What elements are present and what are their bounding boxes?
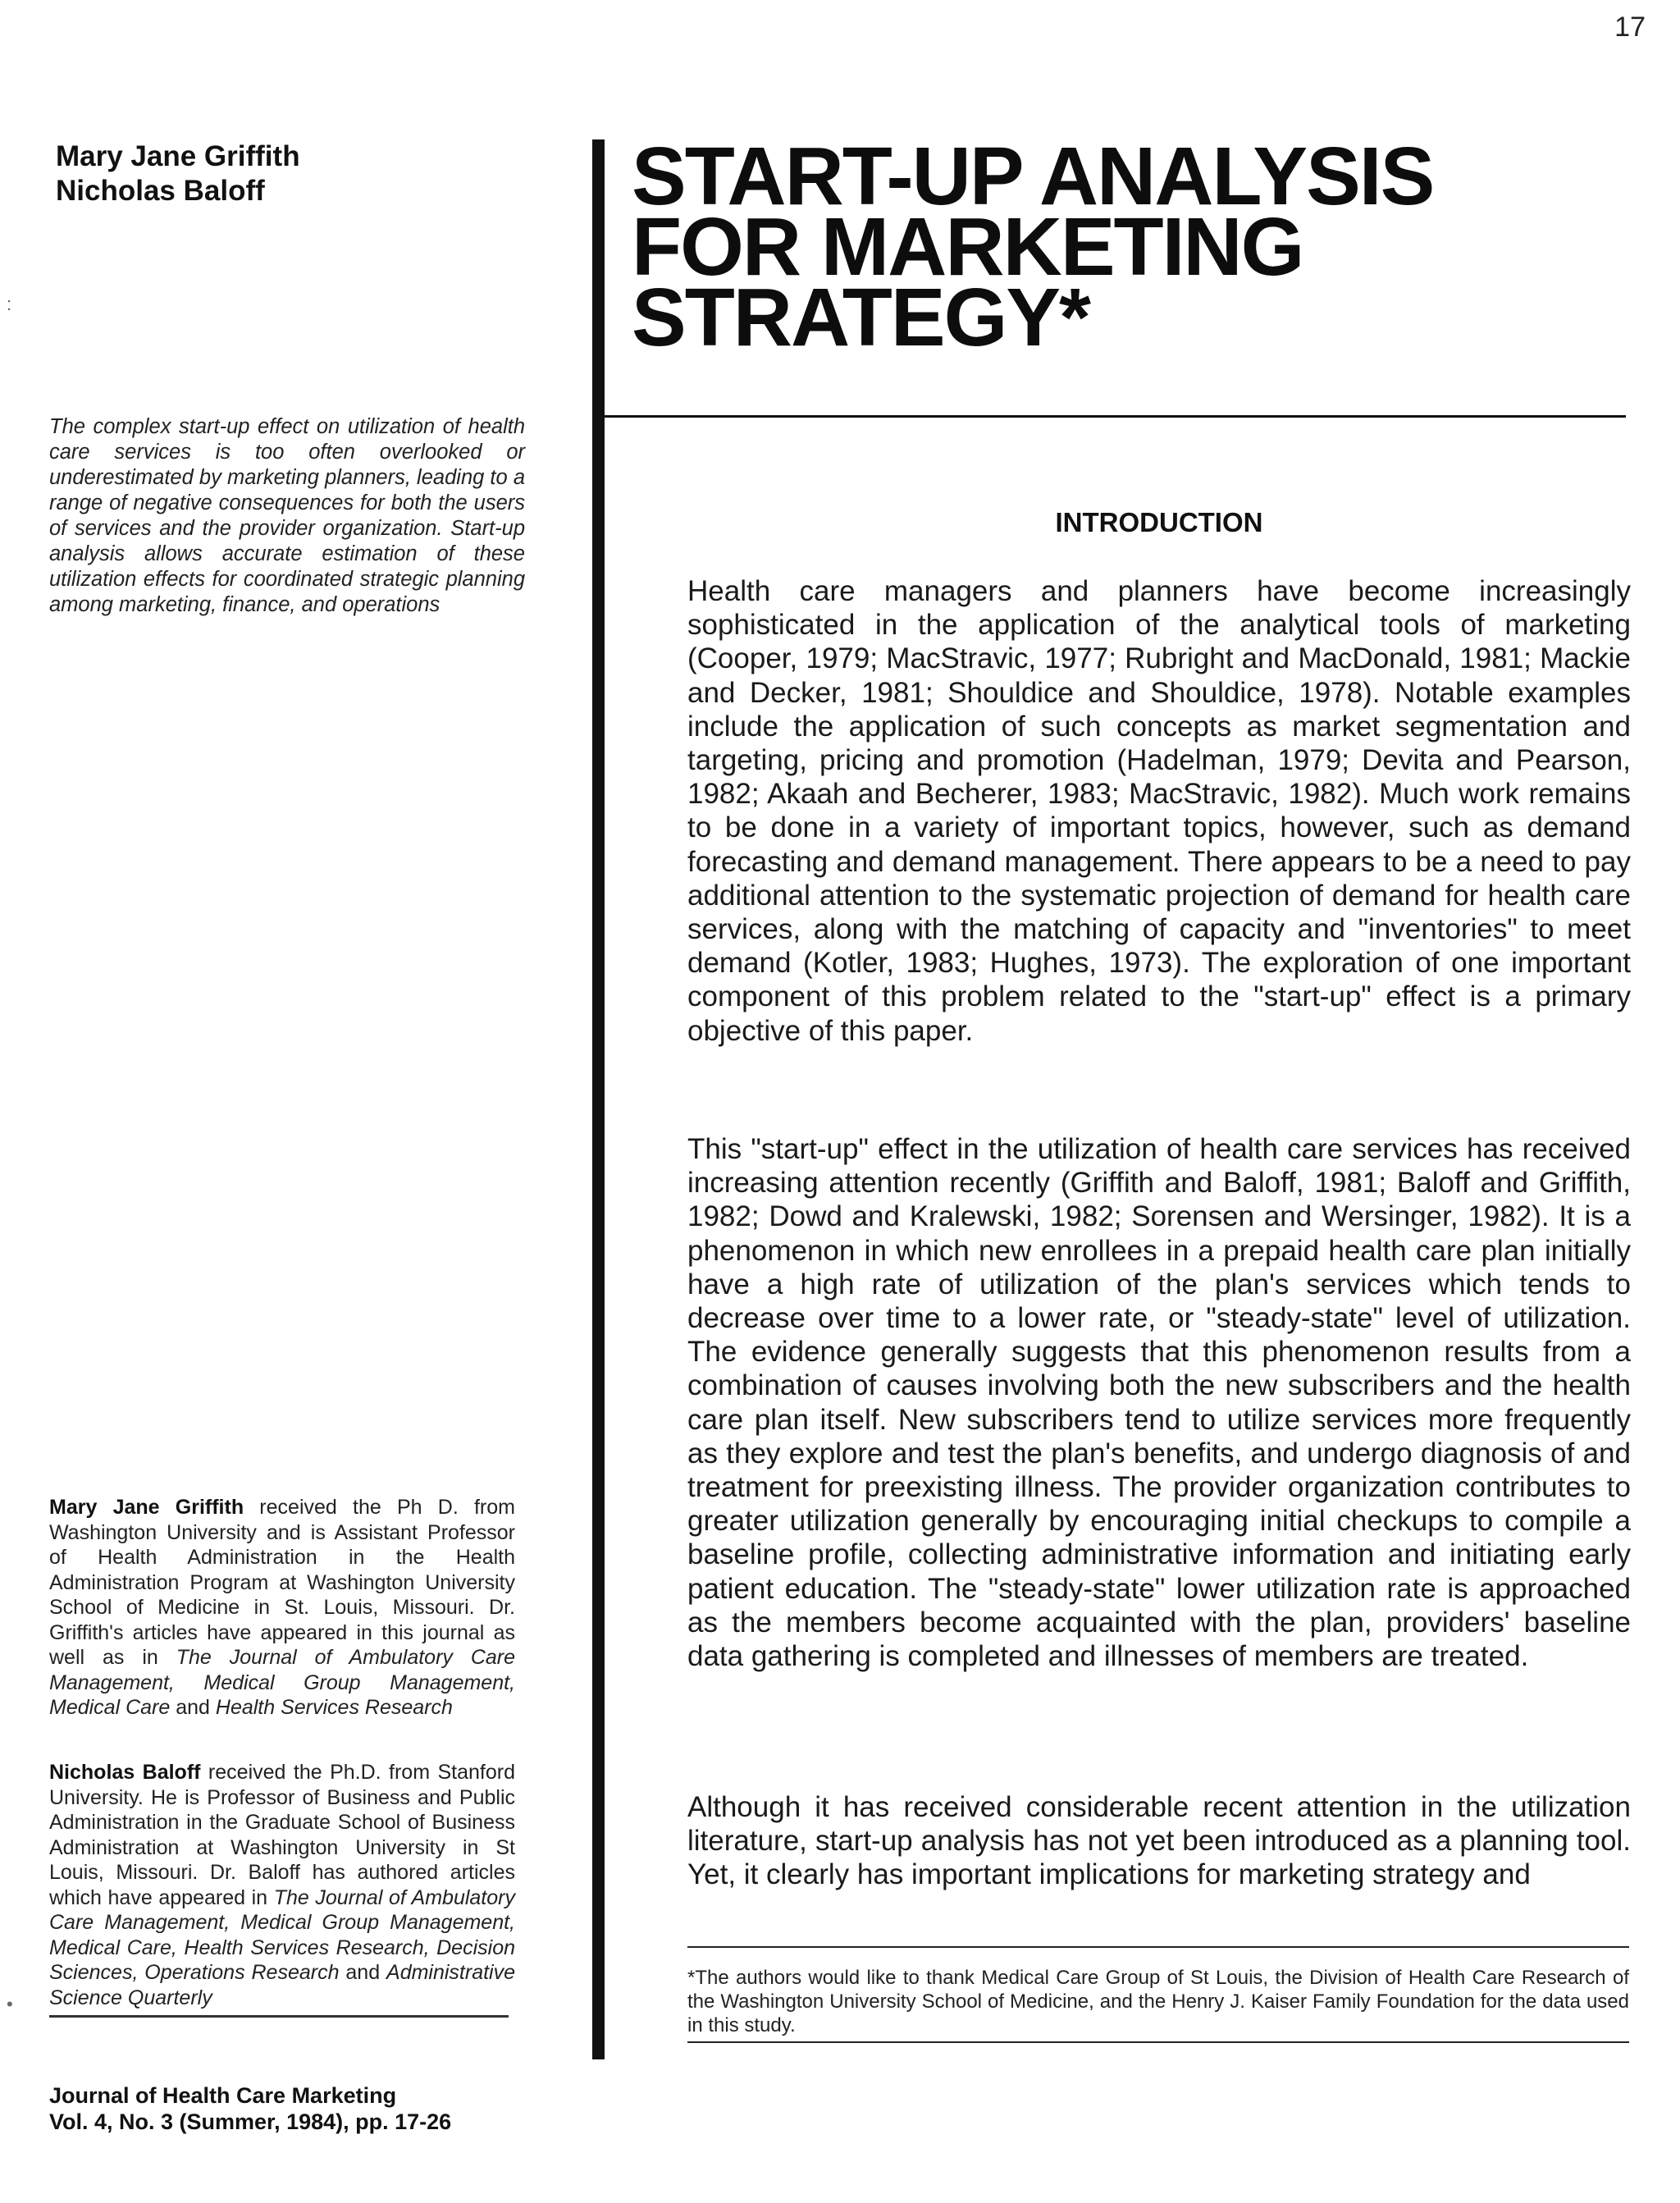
page-number: 17 [1614, 11, 1646, 43]
footnote: *The authors would like to thank Medical Care Group of St Louis, the Division of Health Care Research of the Washington University School of Medicine, and the Henry J. Kaiser Family Foundation for the data used in this study. [687, 1967, 1629, 2036]
section-heading: INTRODUCTION [1055, 507, 1263, 537]
body-paragraph: Health care managers and planners have become increasingly sophisticated in the application of the analytical tools of marketing (Cooper, 1979; MacStravic, 1977; Rubright and MacDonald, 1981; Mackie and Decker, 1981; Shouldice and Shouldice, 1978). Notable examples include the application of such concepts as market segmentation and targeting, pricing and promotion (Hadelman, 1979; Devita and Pearson, 1982; Akaah and Becherer, 1983; MacStravic, 1982). Much work remains to be done in a variety of important topics, however, such as demand forecasting and demand management. There appears to be a need to pay additional attention to the systematic projection of demand for health care services, along with the matching of capacity and "inventories" to meet demand (Kotler, 1983; Hughes, 1973). The exploration of one important component of this problem related to the "start-up" effect is a primary objective of this paper. [687, 575, 1631, 1047]
bio-name: Nicholas Baloff [49, 1761, 201, 1784]
vertical-rule [592, 139, 605, 2059]
author-bio-baloff [49, 1760, 515, 2010]
article-title [632, 130, 1649, 363]
title-line: STRATEGY* [632, 272, 1089, 363]
left-column-rule [49, 2015, 509, 2018]
author-name: Mary Jane Griffith [56, 140, 300, 172]
footnote-rule [687, 1946, 1629, 1948]
bio-journal-last: Administrative Science Quarterly [49, 1961, 516, 2009]
journal-volume: Vol. 4, No. 3 (Summer, 1984), pp. 17-26 [49, 2109, 452, 2134]
journal-citation [49, 2082, 541, 2135]
author-bio-griffith [49, 1495, 515, 1721]
bio-journals: The Journal of Ambulatory Care Management, Medical Group Management, Medical Care, Health Services Research, Decision Sciences, Operations Research [49, 1885, 515, 1984]
bio-text: received the Ph.D. from Stanford University. He is Professor of Business and Public Administration in the Graduate School of Business Administration at Washington University in St Louis, Missouri. Dr. Baloff has authored articles which have appeared in [49, 1761, 515, 1909]
body-paragraph: Although it has received considerable recent attention in the utilization literature, start-up analysis has not yet been introduced as a planning tool. Yet, it clearly has important implications for marketing strategy and [687, 1791, 1631, 1891]
title-line: START-UP ANALYSIS [632, 130, 1434, 222]
body-paragraph: This "start-up" effect in the utilization of health care services has received increasing attention recently (Griffith and Baloff, 1981; Baloff and Griffith, 1982; Dowd and Kralewski, 1982; Sorensen and Wersinger, 1982). It is a phenomenon in which new enrollees in a prepaid health care plan initially have a high rate of utilization of the plan's services which tends to decrease over time to a lower rate, or "steady-state" level of utilization. The evidence generally suggests that this phenomenon results from a combination of causes involving both the new subscribers and the health care plan itself. New subscribers tend to utilize services more frequently as they explore and test the plan's benefits, and undergo diagnosis of and treatment for preexisting illness. The provider organization contributes to greater utilization generally by encouraging initial checkups to compile a baseline profile, collecting administrative information and initiating early patient education. The "steady-state" lower utilization rate is approached as the members become acquainted with the plan, providers' baseline data gathering is completed and illnesses of members are treated. [687, 1133, 1631, 1673]
author-name: Nicholas Baloff [56, 175, 265, 207]
author-list [56, 139, 548, 208]
journal-name: Journal of Health Care Marketing [49, 2083, 397, 2108]
bio-text: and [170, 1696, 216, 1719]
title-line: FOR MARKETING [632, 201, 1303, 293]
bio-text: and [339, 1961, 387, 1984]
footnote-rule [687, 2041, 1629, 2043]
horizontal-rule [605, 415, 1626, 418]
abstract: The complex start-up effect on utilization of health care services is too often overlooked or underestimated by marketing planners, leading to a range of negative consequences for both the users of services and the provider organization. Start-up analysis allows accurate estimation of these utilization effects for coordinated strategic planning among marketing, finance, and operations [49, 415, 525, 616]
bio-name: Mary Jane Griffith [49, 1496, 244, 1519]
bio-journal-last: Health Services Research [215, 1696, 453, 1719]
bio-text: received the Ph D. from Washington University and is Assistant Professor of Health Administration in the Health Administration Program at Washington University School of Medicine in St. Louis, Missouri. Dr. Griffith's articles have appeared in this journal as well as in [49, 1496, 515, 1669]
bio-journals: The Journal of Ambulatory Care Management, Medical Group Management, Medical Care [49, 1646, 516, 1719]
